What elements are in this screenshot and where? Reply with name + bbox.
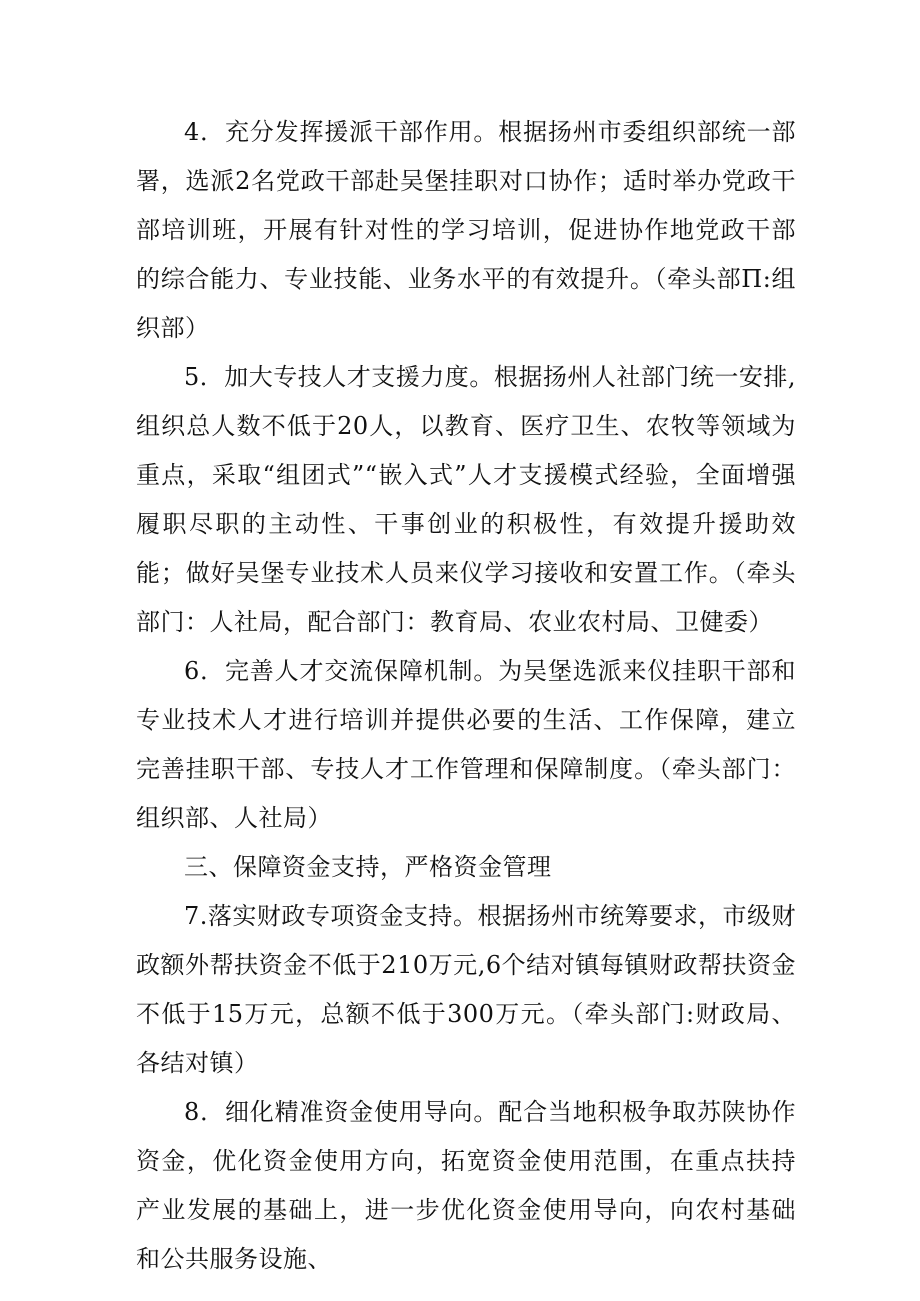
paragraph-4: 4．充分发挥援派干部作用。根据扬州市委组织部统一部署，选派2名党政干部赴吴堡挂职对口协作；适时举办党政干部培训班，开展有针对性的学习培训，促进协作地党政干部的综合能力、专业技能、业务水平的有效提升。（牵头部Π:组织部） bbox=[136, 118, 796, 342]
paragraph-7: 7.落实财政专项资金支持。根据扬州市统筹要求，市级财政额外帮扶资金不低于210万元,6个结对镇每镇财政帮扶资金不低于15万元，总额不低于300万元。（牵头部门:财政局、各结对镇） bbox=[136, 902, 796, 1077]
paragraph-8: 8．细化精准资金使用导向。配合当地积极争取苏陕协作资金，优化资金使用方向，拓宽资金使用范围，在重点扶持产业发展的基础上，进一步优化资金使用导向，向农村基础和公共服务设施、 bbox=[136, 1098, 796, 1273]
section-heading: 三、保障资金支持，严格资金管理 bbox=[184, 853, 552, 881]
paragraph-6: 6．完善人才交流保障机制。为吴堡选派来仪挂职干部和专业技术人才进行培训并提供必要的生活、工作保障，建立完善挂职干部、专技人才工作管理和保障制度。（牵头部门：组织部、人社局） bbox=[136, 657, 796, 832]
paragraph-5: 5．加大专技人才支援力度。根据扬州人社部门统一安排,组织总人数不低于20人，以教育、医疗卫生、农牧等领域为重点，采取“组团式”“嵌入式”人才支援模式经验，全面增强履职尽职的主动性、干事创业的积极性，有效提升援助效能；做好吴堡专业技术人员来仪学习接收和安置工作。（牵头部门：人社局，配合部门：教育局、农业农村局、卫健委） bbox=[136, 363, 796, 636]
document-body bbox=[136, 108, 796, 1284]
